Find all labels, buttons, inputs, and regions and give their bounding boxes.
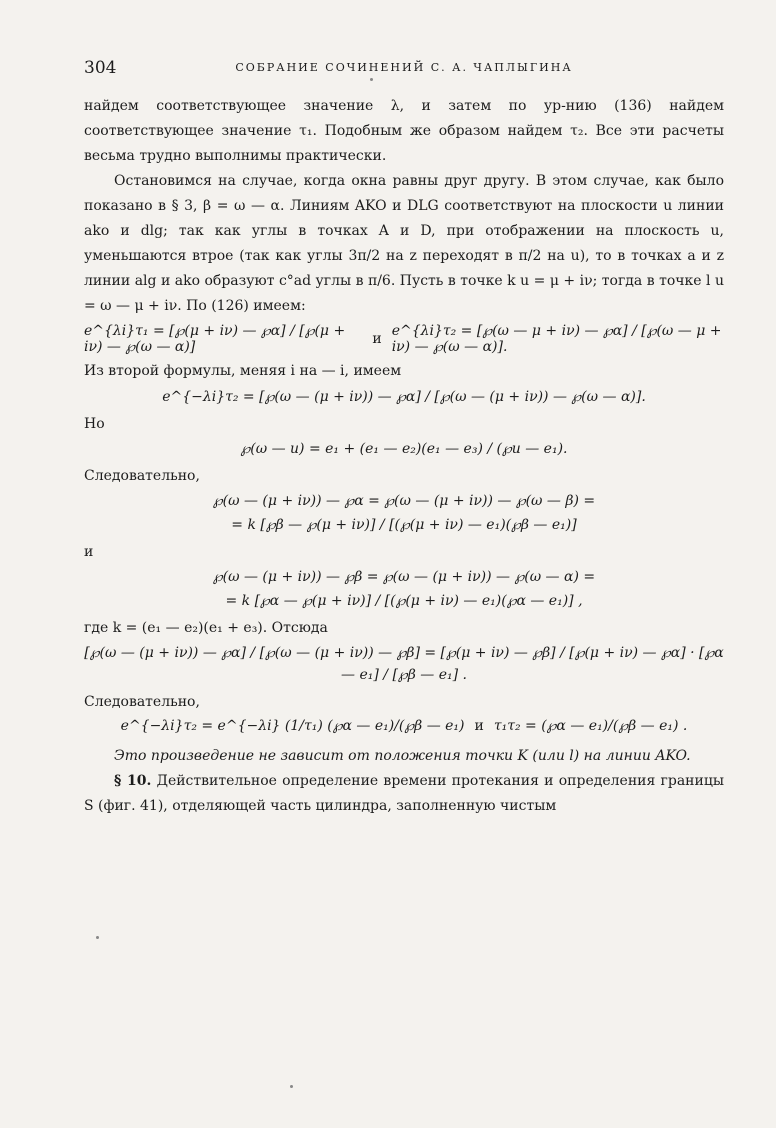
paragraph-6: и xyxy=(84,544,94,560)
formula-4b: = k [℘β — ℘(μ + iν)] / [(℘(μ + iν) — e₁)(℘β — e₁)] xyxy=(231,517,577,533)
paragraph-7: где k = (e₁ — e₂)(e₁ + e₃). Отсюда xyxy=(84,620,328,636)
print-speck xyxy=(370,78,373,81)
page-body xyxy=(84,94,724,819)
formula-7-right: τ₁τ₂ = (℘α — e₁)/(℘β — e₁) . xyxy=(493,718,688,734)
paragraph-3: Из второй формулы, меняя i на — i, имеем xyxy=(84,363,402,379)
paragraph-5: Следовательно, xyxy=(84,468,200,484)
section-text: Действительное определение времени протекания и определения границы S (фиг. 41), отделяющей часть цилиндра, заполненную чистым xyxy=(84,773,724,814)
formula-2: e^{−λi}τ₂ = [℘(ω — (μ + iν)) — ℘α] / [℘(ω — (μ + iν)) — ℘(ω — α)]. xyxy=(162,389,646,405)
formula-5a: ℘(ω — (μ + iν)) — ℘β = ℘(ω — (μ + iν)) — ℘(ω — α) = xyxy=(212,569,596,585)
formula-1-left: e^{λi}τ₁ = [℘(μ + iν) — ℘α] / [℘(μ + iν) — ℘(ω — α)] xyxy=(84,323,346,355)
formula-3: ℘(ω — u) = e₁ + (e₁ — e₂)(e₁ — e₃) / (℘u — e₁). xyxy=(240,441,568,457)
paragraph-1: найдем соответствующее значение λ, и затем по ур-нию (136) найдем соответствующее значение τ₁. Подобным же образом найдем τ₂. Все эти расчеты весьма трудно выполнимы практически. xyxy=(84,98,724,164)
section-number: § 10. xyxy=(114,773,152,789)
paragraph-8: Следовательно, xyxy=(84,694,200,710)
paragraph-2: Остановимся на случае, когда окна равны друг другу. В этом случае, как было показано в § 3, β = ω — α. Линиям AKO и DLG соответствуют на плоскости u линии ako и dlg; так как углы в точках A и D, при отображении на плоскость u, уменьшаются втрое (так как углы 3π/2 на z переходят в π/2 на u), то в точках a и z линии alg и ako образуют c°ad углы в π/6. Пусть в точке k u = μ + iν; тогда в точке l u = ω — μ + iν. По (126) имеем: xyxy=(84,173,724,314)
formula-6: [℘(ω — (μ + iν)) — ℘α] / [℘(ω — (μ + iν)) — ℘β] = [℘(μ + iν) — ℘β] / [℘(μ + iν) — ℘α] · [℘α — e₁] / [℘β — e₁] . xyxy=(84,645,724,683)
paragraph-4: Но xyxy=(84,416,105,432)
page-number: 304 xyxy=(84,58,117,78)
paragraph-9: Это произведение не зависит от положения точки K (или l) на линии AKO. xyxy=(114,748,691,764)
running-title: СОБРАНИЕ СОЧИНЕНИЙ С. А. ЧАПЛЫГИНА xyxy=(235,61,573,74)
page-header xyxy=(84,58,724,82)
formula-1 xyxy=(84,323,724,355)
section-10 xyxy=(84,769,724,819)
formula-7-left: e^{−λi}τ₂ = e^{−λi} (1/τ₁) (℘α — e₁)/(℘β — e₁) xyxy=(120,718,465,734)
formula-1-and: и xyxy=(372,331,382,347)
print-speck xyxy=(96,936,99,939)
formula-7-and: и xyxy=(474,718,484,734)
formula-5b: = k [℘α — ℘(μ + iν)] / [(℘(μ + iν) — e₁)(℘α — e₁)] , xyxy=(225,593,583,609)
formula-1-right: e^{λi}τ₂ = [℘(ω — μ + iν) — ℘α] / [℘(ω — μ + iν) — ℘(ω — α)]. xyxy=(391,323,722,355)
print-speck xyxy=(290,1085,293,1088)
formula-4a: ℘(ω — (μ + iν)) — ℘α = ℘(ω — (μ + iν)) — ℘(ω — β) = xyxy=(212,493,596,509)
formula-7 xyxy=(84,718,724,734)
